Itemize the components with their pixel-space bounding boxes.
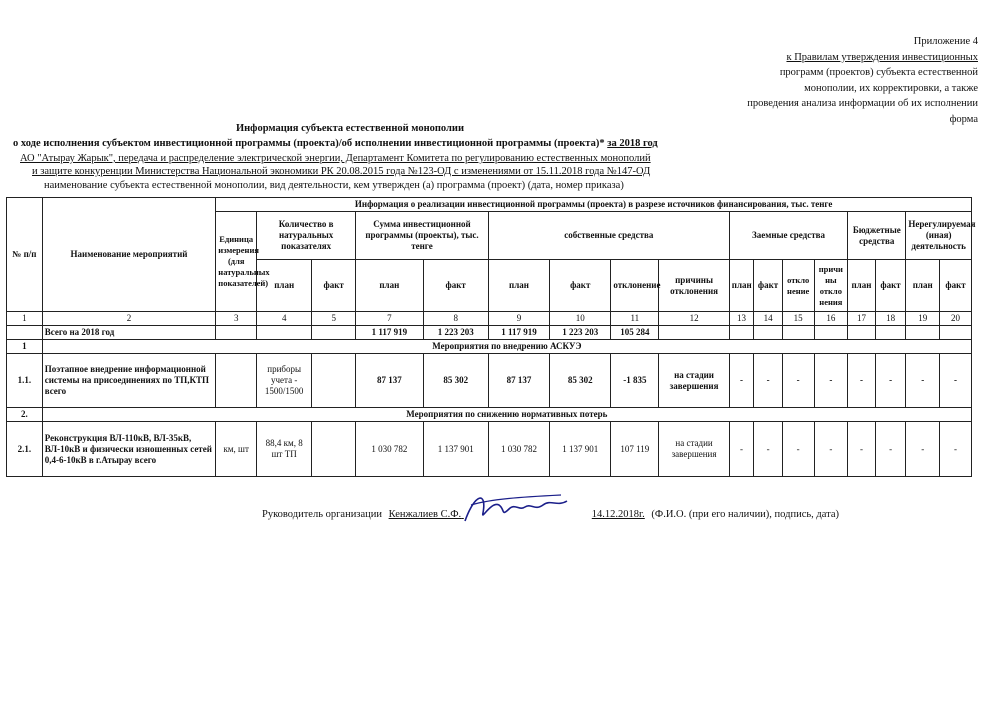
header-info: Информация о реализации инвестиционной программы (проекта) в разрезе источников финансирования, тыс. тенге: [216, 198, 972, 212]
row-dash: -: [814, 354, 848, 408]
table-row: [7, 354, 972, 408]
row-sum-fact: 85 302: [423, 354, 488, 408]
total-own-fact: 1 223 203: [550, 326, 611, 340]
row-dash: -: [940, 422, 972, 477]
header-qty: Количество в натуральных показателях: [257, 212, 356, 260]
signature-name: Кенжалиев С.Ф.: [388, 509, 462, 520]
row-qty-fact: [312, 354, 356, 408]
row-qty-plan: приборы учета - 1500/1500: [257, 354, 312, 408]
row-name: Поэтапное внедрение информационной системы на присоединениях по ТП,КТП всего: [42, 354, 216, 408]
row-dash: -: [754, 422, 783, 477]
row-reason: на стадии завершения: [659, 422, 729, 477]
header-loan-deviation: откло нение: [782, 260, 814, 312]
row-dash: -: [729, 354, 754, 408]
total-label: Всего на 2018 год: [42, 326, 216, 340]
column-number-row: [7, 312, 972, 326]
entity-caption: наименование субъекта естественной монополии, вид деятельности, кем утвержден (а) программа (проект) (дата, номер приказа): [44, 180, 624, 191]
signature-label: Руководитель организации: [262, 509, 382, 520]
row-sum-plan: 1 030 782: [356, 422, 423, 477]
row-dash: -: [754, 354, 783, 408]
header-own: собственные средства: [488, 212, 729, 260]
investment-table: [6, 197, 976, 477]
col-number: 8: [423, 312, 488, 326]
header-budget: Бюджетные средства: [848, 212, 906, 260]
header-qty-fact: факт: [312, 260, 356, 312]
entity-line-2: и защите конкуренции Министерства Национальной экономики РК 20.08.2015 года №123-ОД с изменениями от 15.11.2018 года №147-ОД: [32, 166, 651, 177]
header-unit: Единица измерения (для натуральных показателей): [216, 212, 257, 312]
col-number: 11: [611, 312, 659, 326]
col-number: 15: [782, 312, 814, 326]
total-sum-fact: 1 223 203: [423, 326, 488, 340]
row-dash: -: [940, 354, 972, 408]
appendix-line-4: монополии, их корректировки, а также: [804, 82, 978, 94]
col-number: 7: [356, 312, 423, 326]
row-own-deviation: 107 119: [611, 422, 659, 477]
section-title: Мероприятия по внедрению АСКУЭ: [42, 340, 971, 354]
row-unit: км, шт: [216, 422, 257, 477]
header-unreg-fact: факт: [940, 260, 972, 312]
row-num: 2.1.: [7, 422, 43, 477]
table-row: [7, 422, 972, 477]
signature-blank: [461, 509, 589, 520]
row-dash: -: [906, 354, 940, 408]
appendix-line-2: к Правилам утверждения инвестиционных: [786, 51, 978, 63]
header-unreg: Нерегулируемая (иная) деятельность: [906, 212, 972, 260]
col-number: 13: [729, 312, 754, 326]
header-qty-plan: план: [257, 260, 312, 312]
row-dash: -: [729, 422, 754, 477]
total-own-deviation: 105 284: [611, 326, 659, 340]
row-dash: -: [782, 354, 814, 408]
col-number: 19: [906, 312, 940, 326]
col-number: 2: [42, 312, 216, 326]
row-num: 1.1.: [7, 354, 43, 408]
row-unit: [216, 354, 257, 408]
col-number: 9: [488, 312, 549, 326]
doc-title: Информация субъекта естественной монополии: [235, 123, 465, 134]
header-budget-plan: план: [848, 260, 876, 312]
header-num: № п/п: [7, 198, 43, 312]
appendix-line-5: проведения анализа информации об их исполнении: [747, 98, 978, 110]
row-dash: -: [875, 354, 906, 408]
row-own-plan: 87 137: [488, 354, 549, 408]
row-dash: -: [782, 422, 814, 477]
row-own-fact: 85 302: [550, 354, 611, 408]
col-number: 4: [257, 312, 312, 326]
header-loan-fact: факт: [754, 260, 783, 312]
row-dash: -: [848, 422, 876, 477]
appendix-header: [747, 34, 978, 128]
entity-line-1: АО "Атырау Жарык", передача и распределение электрической энергии, Департамент Комитета по регулированию естественных монополий: [20, 153, 651, 164]
row-reason: на стадии завершения: [659, 354, 729, 408]
total-row: [7, 326, 972, 340]
appendix-line-3: программ (проектов) субъекта естественной: [779, 67, 978, 79]
row-qty-plan: 88,4 км, 8 шт ТП: [257, 422, 312, 477]
col-number: 20: [940, 312, 972, 326]
total-own-plan: 1 117 919: [488, 326, 549, 340]
header-own-reasons: причины отклонения: [659, 260, 729, 312]
row-sum-plan: 87 137: [356, 354, 423, 408]
header-own-deviation: отклонение: [611, 260, 659, 312]
row-own-plan: 1 030 782: [488, 422, 549, 477]
section-num: 2.: [7, 408, 43, 422]
signature-line: [262, 509, 839, 520]
header-sum-fact: факт: [423, 260, 488, 312]
row-name: Реконструкция ВЛ-110кВ, ВЛ-35кВ, ВЛ-10кВ и физически изношенных сетей 0,4-6-10кВ в г.Атырау всего: [42, 422, 216, 477]
doc-subtitle: [13, 138, 658, 149]
col-number: 17: [848, 312, 876, 326]
header-budget-fact: факт: [875, 260, 906, 312]
header-name: Наименование мероприятий: [42, 198, 216, 312]
header-sum: Сумма инвестиционной программы (проекты), тыс. тенге: [356, 212, 489, 260]
col-number: 5: [312, 312, 356, 326]
section-title: Мероприятия по снижению нормативных потерь: [42, 408, 971, 422]
doc-subtitle-main: о ходе исполнения субъектом инвестиционной программы (проекта)/об исполнении инвестиционной программы (проекта)*: [13, 138, 605, 149]
section-row: [7, 340, 972, 354]
header-loan-reasons: причи ны откло нения: [814, 260, 848, 312]
section-row: [7, 408, 972, 422]
row-dash: -: [848, 354, 876, 408]
col-number: 10: [550, 312, 611, 326]
header-own-plan: план: [488, 260, 549, 312]
col-number: 14: [754, 312, 783, 326]
row-own-fact: 1 137 901: [550, 422, 611, 477]
row-qty-fact: [312, 422, 356, 477]
handwritten-signature-icon: [461, 491, 571, 525]
col-number: 18: [875, 312, 906, 326]
col-number: 12: [659, 312, 729, 326]
header-loan-plan: план: [729, 260, 754, 312]
doc-subtitle-year: за 2018 год: [607, 138, 658, 149]
col-number: 1: [7, 312, 43, 326]
appendix-line-6: форма: [949, 113, 978, 125]
header-unreg-plan: план: [906, 260, 940, 312]
col-number: 16: [814, 312, 848, 326]
row-dash: -: [906, 422, 940, 477]
section-num: 1: [7, 340, 43, 354]
col-number: 3: [216, 312, 257, 326]
signature-date: 14.12.2018г.: [591, 509, 645, 520]
row-sum-fact: 1 137 901: [423, 422, 488, 477]
row-own-deviation: -1 835: [611, 354, 659, 408]
header-sum-plan: план: [356, 260, 423, 312]
row-dash: -: [814, 422, 848, 477]
header-own-fact: факт: [550, 260, 611, 312]
row-dash: -: [875, 422, 906, 477]
header-loan: Заемные средства: [729, 212, 847, 260]
appendix-line-1: Приложение 4: [913, 36, 978, 47]
signature-hint: (Ф.И.О. (при его наличии), подпись, дата): [651, 509, 840, 520]
total-sum-plan: 1 117 919: [356, 326, 423, 340]
